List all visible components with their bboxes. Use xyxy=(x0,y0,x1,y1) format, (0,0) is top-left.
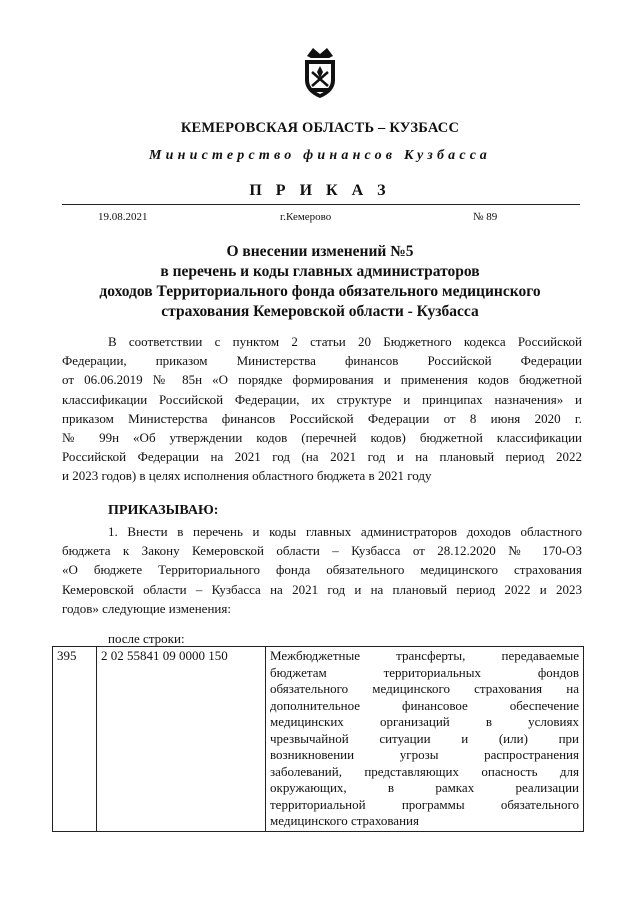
header-divider xyxy=(62,204,580,205)
heading-line: в перечень и коды главных администраторов xyxy=(160,263,480,280)
text-line: от 06.06.2019 № 85н «О порядке формирования и применения кодов бюджетной xyxy=(62,372,582,388)
admin-code-cell: 395 xyxy=(53,647,97,832)
order-number: № 89 xyxy=(473,211,498,223)
text-line: В соответствии с пунктом 2 статьи 20 Бюджетного кодекса Российской xyxy=(108,334,582,349)
heading-line: О внесении изменений №5 xyxy=(226,243,414,260)
order-date: 19.08.2021 xyxy=(98,211,148,223)
description-line: медицинского страхования xyxy=(270,813,419,828)
item-1-paragraph xyxy=(62,522,582,618)
text-line: бюджета к Закону Кемеровской области – Кузбасса от 28.12.2020 № 170-ОЗ xyxy=(62,543,582,559)
description-line: чрезвычайной ситуации и (или) при xyxy=(270,730,579,746)
description-line: заболеваний, представляющих опасность для xyxy=(270,763,579,779)
document-type: П Р И К А З xyxy=(249,182,391,199)
text-line: Федерации, приказом Министерства финансов Российской Федерации xyxy=(62,353,582,369)
description-line: окружающих, в рамках реализации xyxy=(270,780,579,795)
description-line: Межбюджетные трансферты, передаваемые xyxy=(270,648,579,663)
decree-word: ПРИКАЗЫВАЮ: xyxy=(108,503,219,518)
description-line: медицинских организаций в условиях xyxy=(270,714,579,729)
order-city: г.Кемерово xyxy=(280,211,332,223)
table-row xyxy=(53,647,584,832)
preamble-paragraph xyxy=(62,332,582,486)
heading-line: доходов Территориального фонда обязательного медицинского xyxy=(99,283,541,300)
kuzbass-coat-of-arms-icon xyxy=(299,42,341,100)
description-line: бюджетам территориальных фондов xyxy=(270,664,579,680)
text-line: и 2023 годов) в целях исполнения областного бюджета в 2021 году xyxy=(62,468,432,484)
text-line: № 99н «Об утверждении кодов (перечней кодов) бюджетной классификации xyxy=(62,430,582,446)
text-line: Кемеровской области – Кузбасса на 2021 год и на плановый период 2022 и 2023 xyxy=(62,581,582,597)
kbk-code-cell: 2 02 55841 09 0000 150 xyxy=(97,647,266,832)
description-line: возникновении угрозы распространения xyxy=(270,747,579,762)
heading-line: страхования Кемеровской области - Кузбасса xyxy=(161,303,479,320)
text-line: приказом Министерства финансов Российской Федерации от 8 июня 2020 г. xyxy=(62,410,582,426)
text-line: «О бюджете Территориального фонда обязательного медицинского страхования xyxy=(62,562,582,578)
codes-table xyxy=(52,646,584,832)
text-line: годов» следующие изменения: xyxy=(62,600,231,616)
text-line: классификации Российской Федерации, их структуре и принципах назначения» и xyxy=(62,391,582,407)
document-heading xyxy=(0,242,640,322)
text-line: 1. Внести в перечень и коды главных администраторов доходов областного xyxy=(108,524,582,539)
description-line: территориальной программы обязательного xyxy=(270,796,579,812)
description-line: дополнительное финансовое обеспечение xyxy=(270,697,579,713)
organization-name: КЕМЕРОВСКАЯ ОБЛАСТЬ – КУЗБАСС xyxy=(180,120,460,136)
after-line-label: после строки: xyxy=(108,631,185,646)
description-cell xyxy=(266,647,584,832)
text-line: Российской Федерации на 2021 год (на 2021 год и на плановый период 2022 xyxy=(62,449,582,465)
ministry-name: Министерство финансов Кузбасса xyxy=(148,148,491,163)
description-line: обязательного медицинского страхования на xyxy=(270,681,579,696)
